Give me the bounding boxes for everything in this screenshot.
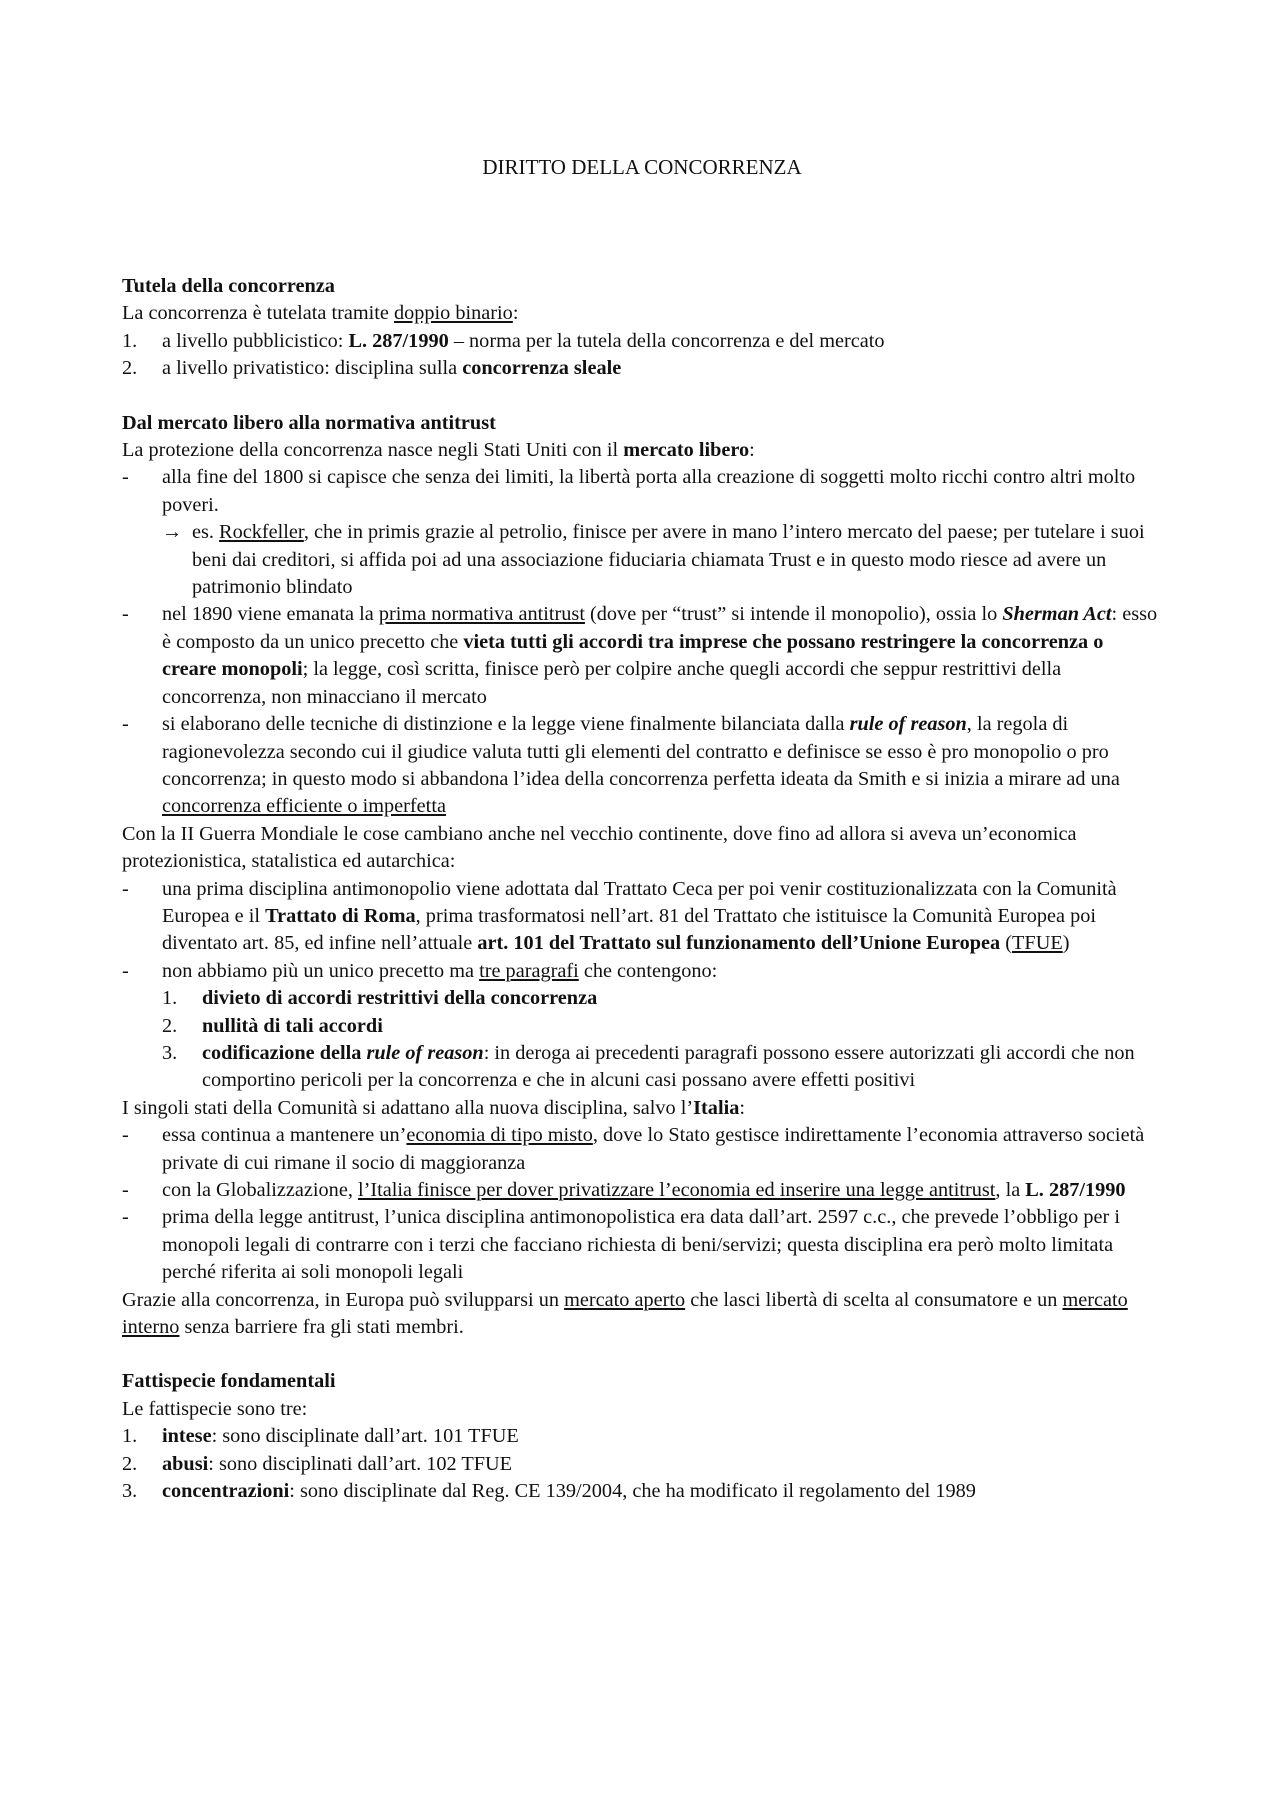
text: si elaborano delle tecniche di distinzione e la legge viene finalmente bilanciata dalla <box>162 713 850 736</box>
paragraph <box>122 1095 1162 1122</box>
bold-text: nullità di tali accordi <box>202 1014 383 1037</box>
list-dash: - <box>122 1124 129 1147</box>
nested-list <box>122 985 1162 1095</box>
text: ( <box>1000 932 1013 955</box>
text: , dove lo Stato gestisce indirettamente l’economia attraverso società private di cui rimane il socio di maggioranza <box>162 1124 1145 1174</box>
text: : sono disciplinati dall’art. 102 TFUE <box>208 1452 513 1475</box>
text: : sono disciplinate dall’art. 101 TFUE <box>211 1425 519 1448</box>
text: alla fine del 1800 si capisce che senza dei limiti, la libertà porta alla creazione di soggetti molto ricchi contro altri molto poveri. <box>162 466 1136 516</box>
list-item <box>122 1177 1162 1204</box>
text: a livello pubblicistico: <box>162 329 349 352</box>
paragraph: Le fattispecie sono tre: <box>122 1397 308 1420</box>
list-item <box>122 1478 1162 1505</box>
text: , prima trasformatosi nell’art. 81 del Trattato che istituisce la Comunità Europea poi diventato art. 85, ed infine nell’attuale <box>162 904 1097 955</box>
text: non abbiamo più un unico precetto ma <box>162 959 480 982</box>
text: : <box>749 439 755 462</box>
text: : <box>512 302 519 325</box>
underlined-text: concorrenza efficiente o imperfetta <box>162 795 446 818</box>
bold-text: art. 101 del Trattato sul funzionamento dell’Unione Europea <box>477 932 1001 955</box>
list-item <box>122 1204 1162 1286</box>
list-item <box>122 958 1162 985</box>
text: La protezione della concorrenza nasce negli Stati Uniti con il <box>122 439 624 462</box>
text: una prima disciplina antimonopolio viene adottata dal Trattato Ceca per poi venir costituzionalizzata con la Comunità Europea e il <box>162 877 1117 927</box>
list-item <box>122 1423 1162 1450</box>
text: , che in primis grazie al petrolio, finisce per avere in mano l’intero mercato del paese; per tutelare i suoi beni dai creditori, si affida poi ad una associazione fiduciaria chiamata Trust e in questo modo riesce ad avere un patrimonio blindato <box>192 521 1145 599</box>
bold-italic-text: rule of reason <box>849 713 967 736</box>
paragraph <box>122 1287 1162 1342</box>
text: es. <box>192 521 220 544</box>
underlined-text: l’Italia finisce per dover privatizzare l’economia ed inserire una legge antitrust <box>357 1179 996 1201</box>
underlined-text: tre paragrafi <box>479 959 579 982</box>
bold-italic-text: rule of reason <box>366 1041 484 1064</box>
list-number: 1. <box>122 1425 138 1448</box>
list-number: 3. <box>122 1480 138 1503</box>
text: che lasci libertà di scelta al consumatore e un <box>685 1288 1063 1311</box>
underlined-text: mercato aperto <box>564 1288 686 1311</box>
list-dash: - <box>122 877 129 900</box>
section-heading-tutela: Tutela della concorrenza <box>122 275 335 297</box>
list-item <box>122 876 1162 958</box>
example-item <box>122 519 1162 601</box>
text: , la <box>995 1179 1026 1201</box>
text: : sono disciplinate dal Reg. CE 139/2004, che ha modificato il regolamento del 1989 <box>289 1480 976 1503</box>
list-number: 3. <box>162 1041 178 1064</box>
list-number: 2. <box>122 1452 138 1475</box>
text: senza barriere fra gli stati membri. <box>179 1316 464 1339</box>
text: nel 1890 viene emanata la <box>162 603 379 626</box>
text: : in deroga ai precedenti paragrafi possono essere autorizzati gli accordi che non comportino pericoli per la concorrenza e che in alcuni casi possano avere effetti positivi <box>202 1041 1135 1092</box>
list-number: 1. <box>122 329 138 352</box>
bold-text: concorrenza sleale <box>462 357 622 380</box>
underlined-text: prima normativa antitrust <box>378 603 585 626</box>
text: con la Globalizzazione, <box>162 1179 358 1201</box>
text: (dove per “trust” si intende il monopolio), ossia lo <box>584 603 1003 626</box>
bold-text: mercato libero <box>623 439 750 462</box>
document-body <box>122 273 1162 1505</box>
list-number: 2. <box>122 357 138 380</box>
list-item <box>122 1451 1162 1478</box>
list-item <box>122 711 1162 821</box>
paragraph: Con la II Guerra Mondiale le cose cambiano anche nel vecchio continente, dove fino ad allora si aveva un’economica protezionistica, statalistica ed autarchica: <box>122 822 1077 873</box>
list-dash: - <box>122 603 129 626</box>
text: ) <box>1062 932 1070 955</box>
text: : <box>739 1096 745 1119</box>
text: essa continua a mantenere un’ <box>162 1124 407 1147</box>
text: Grazie alla concorrenza, in Europa può svilupparsi un <box>122 1288 565 1311</box>
bold-text: L. 287/1990 <box>1025 1179 1126 1201</box>
underlined-text: TFUE <box>1012 932 1063 955</box>
list-item <box>122 328 1162 355</box>
list-dash: - <box>122 1179 129 1201</box>
text: prima della legge antitrust, l’unica disciplina antimonopolistica era data dall’art. 2597 c.c., che prevede l’obbligo per i monopoli legali di contrarre con i terzi che facciano richiesta di beni/servizi; questa disciplina era però molto limitata perché riferita ai soli monopoli legali <box>162 1206 1120 1284</box>
section-heading-mercato: Dal mercato libero alla normativa antitrust <box>122 411 496 434</box>
list-dash: - <box>122 713 129 736</box>
list-item <box>122 601 1162 711</box>
paragraph <box>122 300 1162 327</box>
section-heading-fattispecie: Fattispecie fondamentali <box>122 1370 336 1393</box>
text: La concorrenza è tutelata tramite <box>122 302 394 325</box>
underlined-text: Rockfeller <box>219 521 304 544</box>
list-item <box>122 464 1162 519</box>
bold-text: Trattato di Roma <box>265 904 416 927</box>
list-item <box>162 985 1162 1012</box>
list-number: 1. <box>162 987 178 1010</box>
list-item <box>122 355 1162 382</box>
list-dash: - <box>122 466 129 489</box>
bold-text: Italia <box>693 1096 740 1119</box>
text: , la regola di ragionevolezza secondo cui il giudice valuta tutti gli elementi del contratto e definisce se esso è pro monopolio o pro concorrenza; in questo modo si abbandona l’idea della concorrenza perfetta ideata da Smith e si inizia a mirare ad una <box>162 713 1120 790</box>
bold-italic-text: Sherman Act <box>1002 603 1112 626</box>
text: – norma per la tutela della concorrenza e del mercato <box>448 329 885 352</box>
paragraph <box>122 437 1162 464</box>
list-item <box>122 1122 1162 1177</box>
bold-text: L. 287/1990 <box>348 329 449 352</box>
arrow-right-icon: → <box>162 521 183 544</box>
bold-text: codificazione della <box>202 1041 367 1064</box>
document-title: DIRITTO DELLA CONCORRENZA <box>482 155 802 179</box>
text: a livello privatistico: disciplina sulla <box>162 357 463 380</box>
bold-text: divieto di accordi restrittivi della concorrenza <box>202 987 598 1010</box>
bold-text: abusi <box>162 1452 209 1475</box>
text: ; la legge, così scritta, finisce però per colpire anche quegli accordi che seppur restrittivi della concorrenza, non minacciano il mercato <box>162 658 1062 708</box>
list-dash: - <box>122 959 129 982</box>
text: che contengono: <box>578 959 718 982</box>
bold-text: concentrazioni <box>162 1480 290 1503</box>
list-number: 2. <box>162 1014 178 1037</box>
bold-text: vieta tutti gli accordi tra imprese che possano restringere la concorrenza o creare monopoli <box>162 630 1104 681</box>
list-item <box>162 1013 1162 1040</box>
text: I singoli stati della Comunità si adattano alla nuova disciplina, salvo l’ <box>122 1096 694 1119</box>
underlined-text: doppio binario <box>393 302 513 325</box>
underlined-text: economia di tipo misto <box>406 1124 593 1147</box>
list-dash: - <box>122 1206 129 1229</box>
bold-text: intese <box>162 1425 212 1448</box>
list-item <box>162 1040 1162 1095</box>
underlined-text: mercato interno <box>122 1288 1128 1339</box>
text: : esso è composto da un unico precetto che <box>162 603 1158 653</box>
